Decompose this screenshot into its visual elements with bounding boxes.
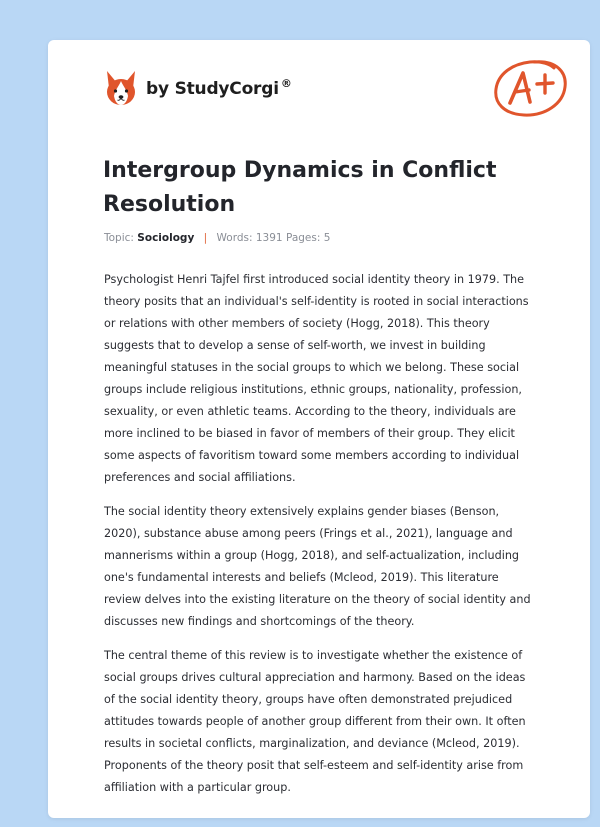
body-paragraph: The social identity theory extensively explains gender biases (Benson, 2020), substance abuse among peers (Frings et al., 2021), language and mannerisms within a group (Hogg, 2018), and self-actualization, including one's fundamental interests and beliefs (Mcleod, 2019). This literature review delves into the existing literature on the theory of social identity and discusses new findings and shortcomings of the theory.: [104, 505, 531, 628]
grade-badge: [490, 56, 570, 124]
words-count: 1391: [255, 232, 283, 244]
document-title: Intergroup Dynamics in Conflict Resolution: [103, 158, 497, 217]
brand-logo[interactable]: [104, 68, 292, 108]
body-paragraph: The central theme of this review is to investigate whether the existence of social groups drives cultural appreciation and harmony. Based on the ideas of the social identity theory, groups have often demonstrated prejudiced attitudes towards people of another group different from their own. It often results in societal conflicts, marginalization, and deviance (Mcleod, 2019). Proponents of the theory posit that self-esteem and self-identity arise from affiliation with a particular group.: [104, 649, 526, 794]
pages-count: 5: [323, 232, 331, 244]
pages-label: Pages:: [285, 232, 321, 244]
a-plus-grade-icon: [490, 56, 570, 120]
brand-name: by StudyCorgi ®: [146, 77, 292, 99]
registered-mark: ®: [280, 77, 292, 90]
words-label: Words:: [216, 232, 253, 244]
document-meta: [104, 232, 330, 244]
corgi-logo-icon: [104, 68, 138, 108]
body-paragraph: Psychologist Henri Tajfel first introduced social identity theory in 1979. The theory posits that an individual's self-identity is rooted in social interactions or relations with other members of society (Hogg, 2018). This theory suggests that to develop a sense of self-worth, we invest in building meaningful statuses in the social groups to which we belong. These social groups include religious institutions, ethnic groups, nationality, profession, sexuality, or even athletic teams. According to the theory, individuals are more inclined to be biased in favor of members of their group. They elicit some aspects of favoritism toward some members according to individual preferences and social affiliations.: [104, 273, 529, 484]
meta-separator: |: [203, 232, 208, 244]
topic-label: Topic:: [104, 232, 134, 244]
topic-link[interactable]: Sociology: [137, 232, 195, 244]
document-body: [104, 269, 538, 811]
document-page: [48, 40, 590, 818]
